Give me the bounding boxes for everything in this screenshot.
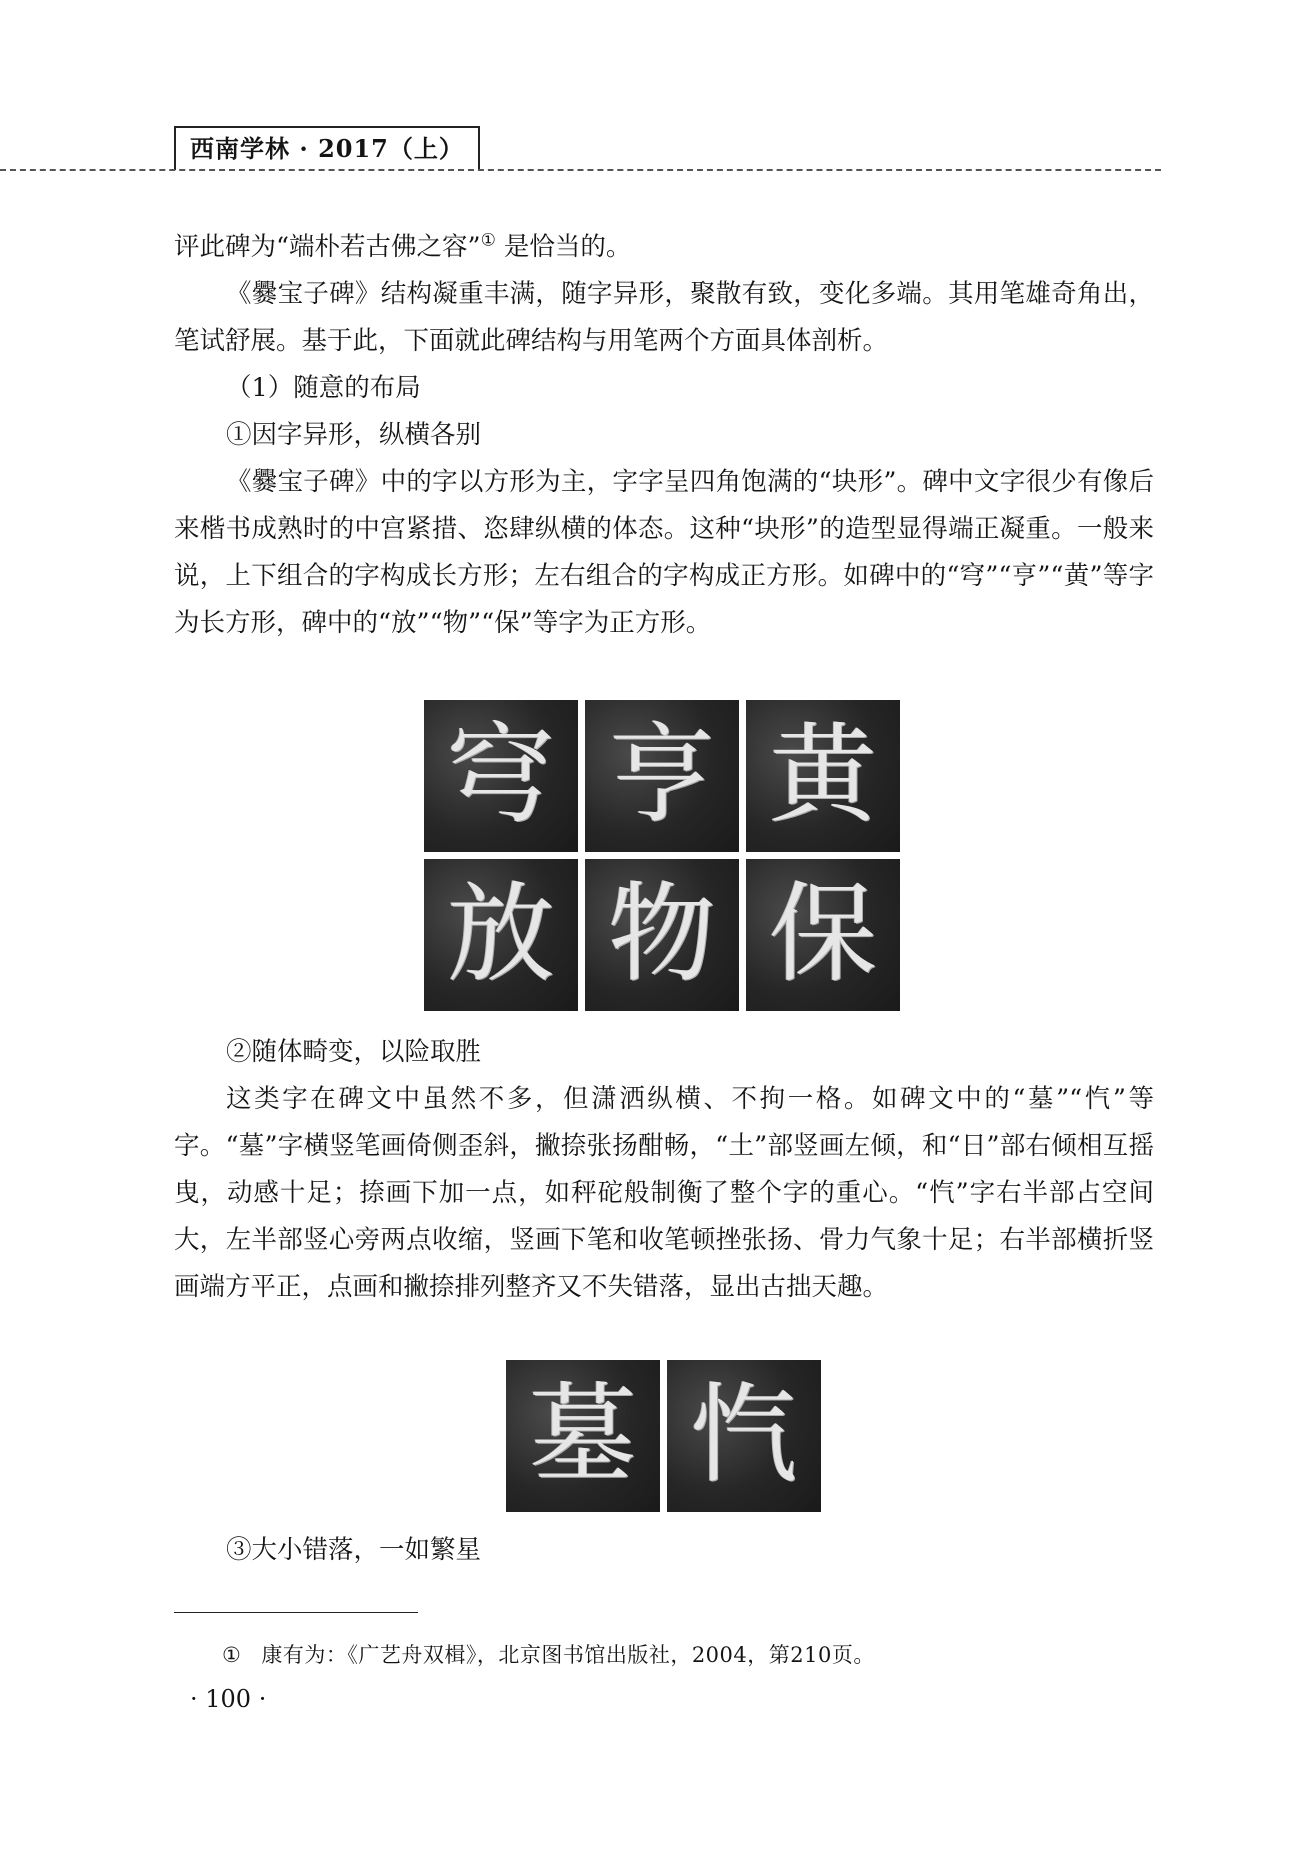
journal-title: 西南学林 · 2017（上） — [190, 134, 464, 163]
subsection-heading: ②随体畸变，以险取胜 — [226, 1037, 482, 1067]
journal-header — [174, 126, 480, 170]
paragraph: 评此碑为“端朴若古佛之容”① 是恰当的。 — [174, 230, 632, 262]
rubbing-tile — [585, 859, 739, 1011]
subsection-heading: ③大小错落，一如繁星 — [226, 1535, 482, 1565]
rubbing-character: 物 — [607, 872, 716, 997]
rubbing-figure-1 — [424, 700, 900, 1011]
footnote-rule — [174, 1612, 418, 1613]
paragraph: 《爨宝子碑》中的字以方形为主，字字呈四角饱满的“块形”。碑中文字很少有像后来楷书成熟时的中宫紧措、恣肆纵横的体态。这种“块形”的造型显得端正凝重。一般来说，上下组合的字构成长方形；左右组合的字构成正方形。如碑中的“穹”“亨”“黄”等字为长方形，碑中的“放”“物”“保”等字为正方形。 — [174, 467, 1154, 638]
footnote — [222, 1640, 875, 1670]
body-text-top — [174, 224, 1154, 647]
rubbing-tile — [585, 700, 739, 852]
body-text-middle — [174, 1029, 1154, 1311]
rubbing-tile — [746, 859, 900, 1011]
rubbing-character: 放 — [446, 872, 555, 997]
rubbing-tile — [506, 1360, 660, 1512]
rubbing-tile — [667, 1360, 821, 1512]
body-text-bottom — [174, 1527, 1154, 1574]
rubbing-figure-2 — [506, 1360, 821, 1512]
rubbing-tile — [746, 700, 900, 852]
footnote-text: 康有为：《广艺舟双楫》，北京图书馆出版社，2004，第210页。 — [261, 1643, 875, 1667]
rubbing-tile — [424, 700, 578, 852]
paragraph: 《爨宝子碑》结构凝重丰满，随字异形，聚散有致，变化多端。其用笔雄奇角出，笔试舒展。基于此，下面就此碑结构与用笔两个方面具体剖析。 — [174, 279, 1154, 356]
paragraph: 这类字在碑文中虽然不多，但潇洒纵横、不拘一格。如碑文中的“墓”“忾”等字。“墓”字横竖笔画倚侧歪斜，撇捺张扬酣畅，“土”部竖画左倾，和“日”部右倾相互摇曳，动感十足；捺画下加一点，如秤砣般制衡了整个字的重心。“忾”字右半部占空间大，左半部竖心旁两点收缩，竖画下笔和收笔顿挫张扬、骨力气象十足；右半部横折竖画端方平正，点画和撇捺排列整齐又不失错落，显出古拙天趣。 — [174, 1084, 1154, 1302]
page-number: · 100 · — [190, 1685, 267, 1713]
rubbing-tile — [424, 859, 578, 1011]
rubbing-character: 保 — [768, 872, 877, 997]
subsection-heading: ①因字异形，纵横各别 — [226, 420, 482, 450]
header-dashed-rule — [0, 169, 1161, 171]
rubbing-character: 忾 — [689, 1373, 798, 1498]
footnote-marker: ① — [480, 230, 496, 251]
footnote-number: ① — [222, 1643, 242, 1667]
section-heading: （1）随意的布局 — [226, 373, 421, 403]
rubbing-character: 黄 — [768, 713, 877, 838]
rubbing-character: 墓 — [528, 1373, 637, 1498]
rubbing-character: 亨 — [607, 713, 716, 838]
rubbing-character: 穹 — [446, 713, 555, 838]
